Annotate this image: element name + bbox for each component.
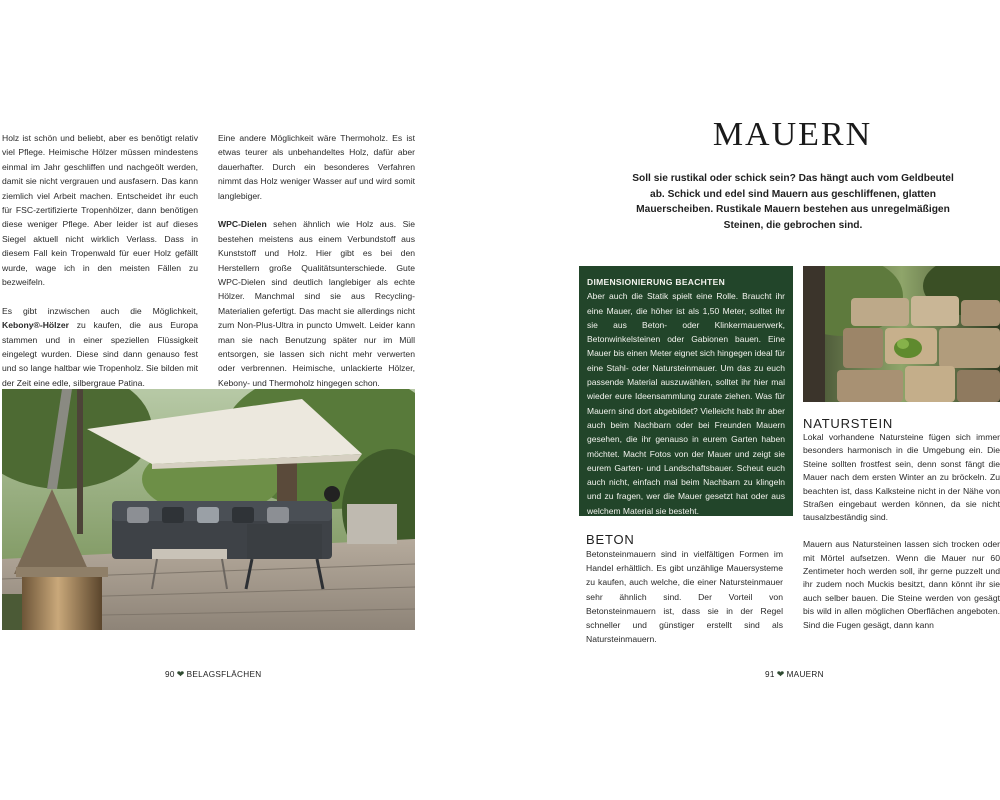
naturstein-heading: NATURSTEIN xyxy=(803,416,894,431)
heart-icon: ❤ xyxy=(776,669,785,679)
section-name-right: MAUERN xyxy=(786,670,824,679)
page-title: MAUERN xyxy=(712,116,873,153)
infobox-heading: DIMENSIONIERUNG BEACHTEN xyxy=(587,277,726,287)
dimensioning-infobox xyxy=(579,266,793,516)
page-number-right: 91 xyxy=(765,670,775,679)
heart-icon: ❤ xyxy=(176,669,185,679)
paragraph-naturstein-1: Lokal vorhandene Natursteine fügen sich immer besonders harmonisch in die Umgebung ein. Die Steine sollten frostfest sein, denn sonst fängt die Mauer nach dem ersten Winter an zu bröckeln. Zu beachten ist, dass Kalksteine nicht in der Nähe von Straßen eingebaut werden können, da sie nicht tausalzbeständig sind. xyxy=(803,432,1000,523)
left-column-2 xyxy=(218,131,415,390)
left-folio xyxy=(165,669,261,680)
right-folio xyxy=(765,669,824,680)
paragraph-wood-care: Holz ist schön und beliebt, aber es benötigt relativ viel Pflege. Heimische Hölzer müssen mindestens einmal im Jahr geschliffen und nachgeölt werden, damit sie nicht vergrauen und ausfasern. Das kann ziemlich viel Arbeit machen. Entscheidet ihr euch für FSC-zertifizierte Tropenhölzer, dann benötigen diese weniger Pflege. Aber leider ist auf dieses Siegel aktuell nicht wirklich Verlass. Dass in diesem Fall kein Tropenwald für euer Holz gefällt wurde, wage ich in den meisten Fällen zu bezweifeln. xyxy=(2,133,198,288)
naturstein-column xyxy=(803,431,1000,632)
intro-text: Soll sie rustikal oder schick sein? Das hängt auch vom Geldbeutel ab. Schick und edel sind Mauern aus geschliffenen, glatten Mauerscheiben. Rustikale Mauern bestehen aus unregelmäßigen Steinen, die gebrochen sind. xyxy=(632,173,954,231)
stone-wall-photo xyxy=(803,266,1000,402)
beton-column xyxy=(586,547,783,646)
paragraph-beton: Betonsteinmauern sind in vielfältigen Formen im Handel erhältlich. Es gibt unzählige Mauersysteme zu kaufen, auch welche, die einer Natursteinmauer sehr ähnlich sind. Der Vorteil von Betonsteinmauern ist, dass sie in der Regel schneller und günstiger erstellt sind als Natursteinmauern. xyxy=(586,549,783,645)
patio-photo xyxy=(2,389,415,630)
infobox-text: Aber auch die Statik spielt eine Rolle. Braucht ihr eine Mauer, die höher ist als 1,50 Meter, solltet ihr sie aus Beton- oder Klinkermauerwerk, Betonwinkelsteinen oder Gabionen bauen. Eine Mauer bis einen Meter eignet sich hingegen ideal für eine Stahl- oder Natursteinmauer. Um das zu euch passende Material auszuwählen, solltet ihr hier mal wieder eure Ideensammlung zurate ziehen. Was für Mauern sind dort abgebildet? Vielleicht habt ihr aber auch beim Nachbarn oder bei Freunden Mauern gesehen, die ihr genauso in eurem Garten haben möchtet. Macht Fotos von der Mauer und zeigt sie eurem Garten- und Landschaftsbauer. Scheut euch auch nicht, einfach mal beim Nachbarn zu klingeln und zu fragen, wer die Mauer gesetzt hat oder aus welchem Material sie besteht. xyxy=(587,291,785,516)
section-name-left: BELAGSFLÄCHEN xyxy=(186,670,262,679)
beton-heading: BETON xyxy=(586,532,635,547)
page-number-left: 90 xyxy=(165,670,175,679)
left-column-1 xyxy=(2,131,198,390)
paragraph-wpc: WPC-Dielen sehen ähnlich wie Holz aus. Sie bestehen meistens aus einem Verbundstoff aus Kunststoff und Holz. Hier gibt es bei den Herstellern große Qualitätsunterschiede. Gute WPC-Dielen sind deutlich langlebiger als echte Hölzer. Manchmal sind sie aus Recycling-Materialien gefertigt. Das macht sie allerdings nicht zum Non-Plus-Ultra in puncto Umwelt. Leider kann man sie nach Benutzung später nur im Müll entsorgen, sie lassen sich nicht mehr verwerten oder verbrennen. Heimische, unlackierte Hölzer, Kebony- und Thermoholz hingegen schon. xyxy=(218,219,415,388)
paragraph-naturstein-2: Mauern aus Natursteinen lassen sich trocken oder mit Mörtel aufsetzen. Wenn die Mauer nur 60 Zentimeter hoch werden soll, ihr gerne puzzelt und ihr zudem noch Muckis besitzt, dann könnt ihr sie auch selber bauen. Die Steine werden von gesägt bis wild in allen möglichen Oberflächen angeboten. Sind die Fugen gesägt, dann kann xyxy=(803,539,1000,630)
paragraph-kebony: Es gibt inzwischen auch die Möglichkeit, Kebony®-Hölzer zu kaufen, die aus Europa stammen und in einer speziellen Flüssigkeit eingelegt wurden. Diese sind dann genauso fest und so lange haltbar wie Tropenholz. Sie bilden mit der Zeit eine edle, silbergraue Patina. xyxy=(2,305,198,388)
paragraph-thermoholz: Eine andere Möglichkeit wäre Thermoholz. Es ist etwas teurer als unbehandeltes Holz, dafür aber dauerhafter. Durch ein besonderes Verfahren nimmt das Holz weniger Wasser auf und wird somit langlebiger. xyxy=(218,133,415,201)
